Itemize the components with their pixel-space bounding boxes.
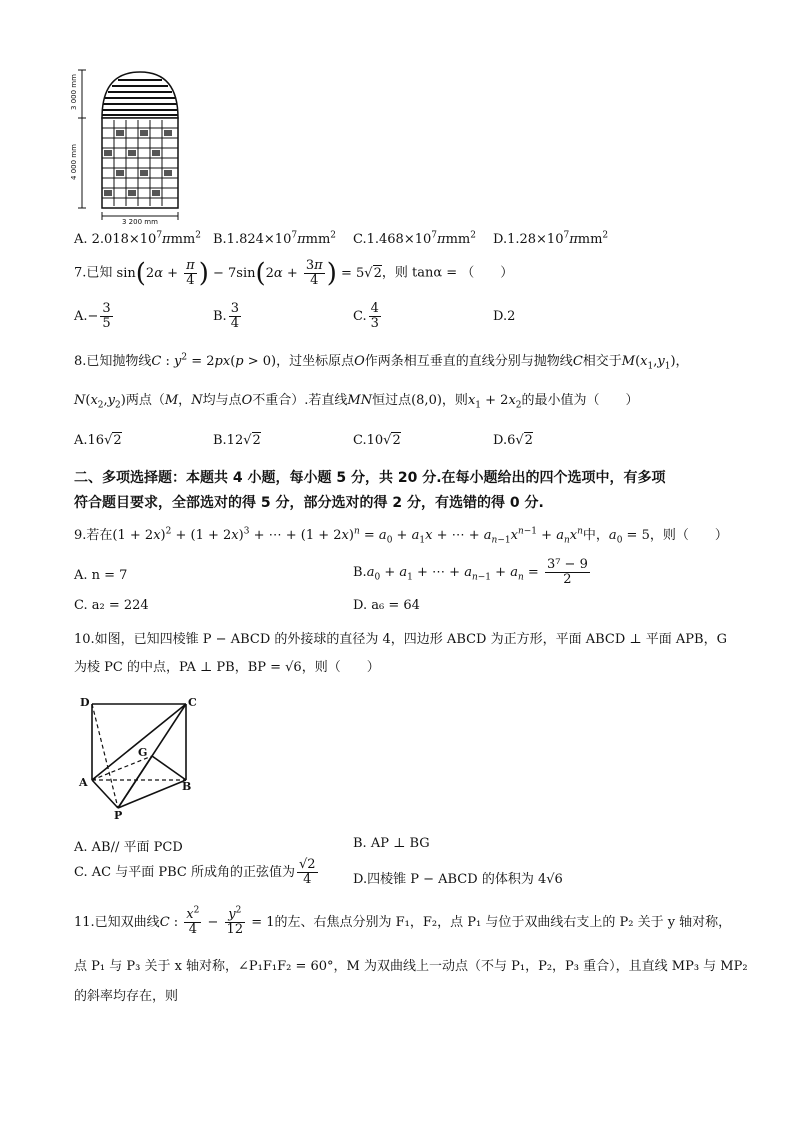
dim-bottom-label: 3 200 mm — [122, 218, 158, 226]
q7-equation: sin(2α + $\frac{\pi}{4}$ ) − 7sin(2α + $\frac{3\pi}{4}$ ) = 5√2 — [116, 257, 382, 288]
section2-heading-line1: 二、多项选择题：本题共 4 小题，每小题 5 分，共 20 分.在每小题给出的四个选项中，有多项 — [74, 470, 666, 486]
q8-option-d: D.6√2 — [493, 433, 533, 448]
q8-option-a: A.16√2 — [74, 433, 122, 448]
q6-option-c: $C.1.468\times 10^7\pi mm^2$ — [353, 230, 476, 247]
q10-option-b: B. AP ⊥ BG — [353, 836, 430, 851]
q7-stem: 7.已知 sin(2α + $\frac{\pi}{4}$ ) − 7sin(2α + $\frac{3\pi}{4}$ ) = 5√2，则 tanα = （ ） — [74, 257, 514, 288]
q9-option-c: C. a₂ = 224 — [74, 598, 149, 613]
label-d: D — [80, 696, 90, 709]
pyramid-figure — [74, 692, 204, 822]
q6-option-a: A. $2.018\times 10^7\pi mm^2$ — [74, 230, 201, 247]
rocket-figure — [69, 68, 192, 228]
q9-option-b: $B.a_0 + a_1$ + ⋯ + $a_{n-1} + a_n$ = $\frac{\text{3⁷ − 9}}{2}$ — [353, 557, 588, 587]
q8-option-c: C.10√2 — [353, 433, 401, 448]
q10-stem-line2: 为棱 PC 的中点，PA ⊥ PB，BP = √6，则（ ） — [74, 660, 380, 675]
q7-option-c: C. $\frac{4}{3}$ — [353, 301, 379, 331]
q10-stem-line1: 10.如图，已知四棱锥 P − ABCD 的外接球的直径为 4，四边形 ABCD 为正方形，平面 ABCD ⊥ 平面 APB，G — [74, 632, 727, 647]
q8-option-b: B.12√2 — [213, 433, 261, 448]
q7-option-a: A.− $\frac{3}{5}$ — [74, 301, 111, 331]
q7-option-b: B. $\frac{3}{4}$ — [213, 301, 239, 331]
q6-option-d: $D.1.28\times 10^7\pi mm^2$ — [493, 230, 609, 247]
q10-option-c: C. AC 与平面 PBC 所成角的正弦值为 $\frac{√2}{4}$ — [74, 857, 316, 887]
q10-option-d: D.四棱锥 P − ABCD 的体积为 4√6 — [353, 872, 563, 887]
label-p: P — [114, 809, 123, 822]
q7-option-d: D.2 — [493, 309, 516, 324]
q9-option-a: A. n = 7 — [74, 568, 128, 583]
dim-top-label: 3 000 mm — [69, 74, 78, 110]
label-a: A — [79, 776, 88, 789]
q11-stem-line3: 的斜率均存在，则 — [74, 989, 179, 1004]
label-g: G — [138, 746, 148, 759]
label-c: C — [188, 696, 197, 709]
q9-option-d: D. a₆ = 64 — [353, 598, 420, 613]
label-b: B — [182, 780, 192, 793]
section2-heading-line2: 符合题目要求，全部选对的得 5 分，部分选对的得 2 分，有选错的得 0 分. — [74, 495, 544, 511]
q6-option-b: $B.1.824\times 10^7\pi mm^2$ — [213, 230, 337, 247]
q8-stem-line1: 8.已知抛物线C : $y^2 = 2px(p > 0)$，过坐标原点O作两条相互垂直的直线分别与抛物线C相交于$M(x_1,y_1)$， — [74, 352, 689, 372]
q9-stem: 9.若在$(1 + 2x)^2 + (1 + 2x)^3$ + ⋯ + $(1 + 2x)^n = a_0 + a_1x$ + ⋯ + $a_{n-1}x^{n-1} + a_nx^n$中，$a_0 = 5$，则（ ） — [74, 526, 728, 546]
q11-stem-line2: 点 P₁ 与 P₃ 关于 x 轴对称，∠P₁F₁F₂ = 60°，M 为双曲线上一动点（不与 P₁，P₂，P₃ 重合），且直线 MP₃ 与 MP₂ — [74, 959, 748, 974]
q10-option-a: A. AB// 平面 PCD — [74, 840, 183, 855]
q8-stem-line2: $N(x_2,y_2)$两点（M，N均与点O不重合）.若直线MN恒过点(8,0)，则$x_1 + 2x_2$的最小值为（ ） — [74, 393, 639, 411]
dim-side-label: 4 000 mm — [69, 144, 78, 180]
rocket-drawing — [69, 68, 192, 228]
q11-stem-line1: 11.已知双曲线C : $\frac{x^2}{4}$ − $\frac{y^2}{12}$ = 1的左、右焦点分别为 F₁，F₂，点 P₁ 与位于双曲线右支上的 P₂ 关于 y 轴对称， — [74, 905, 732, 937]
